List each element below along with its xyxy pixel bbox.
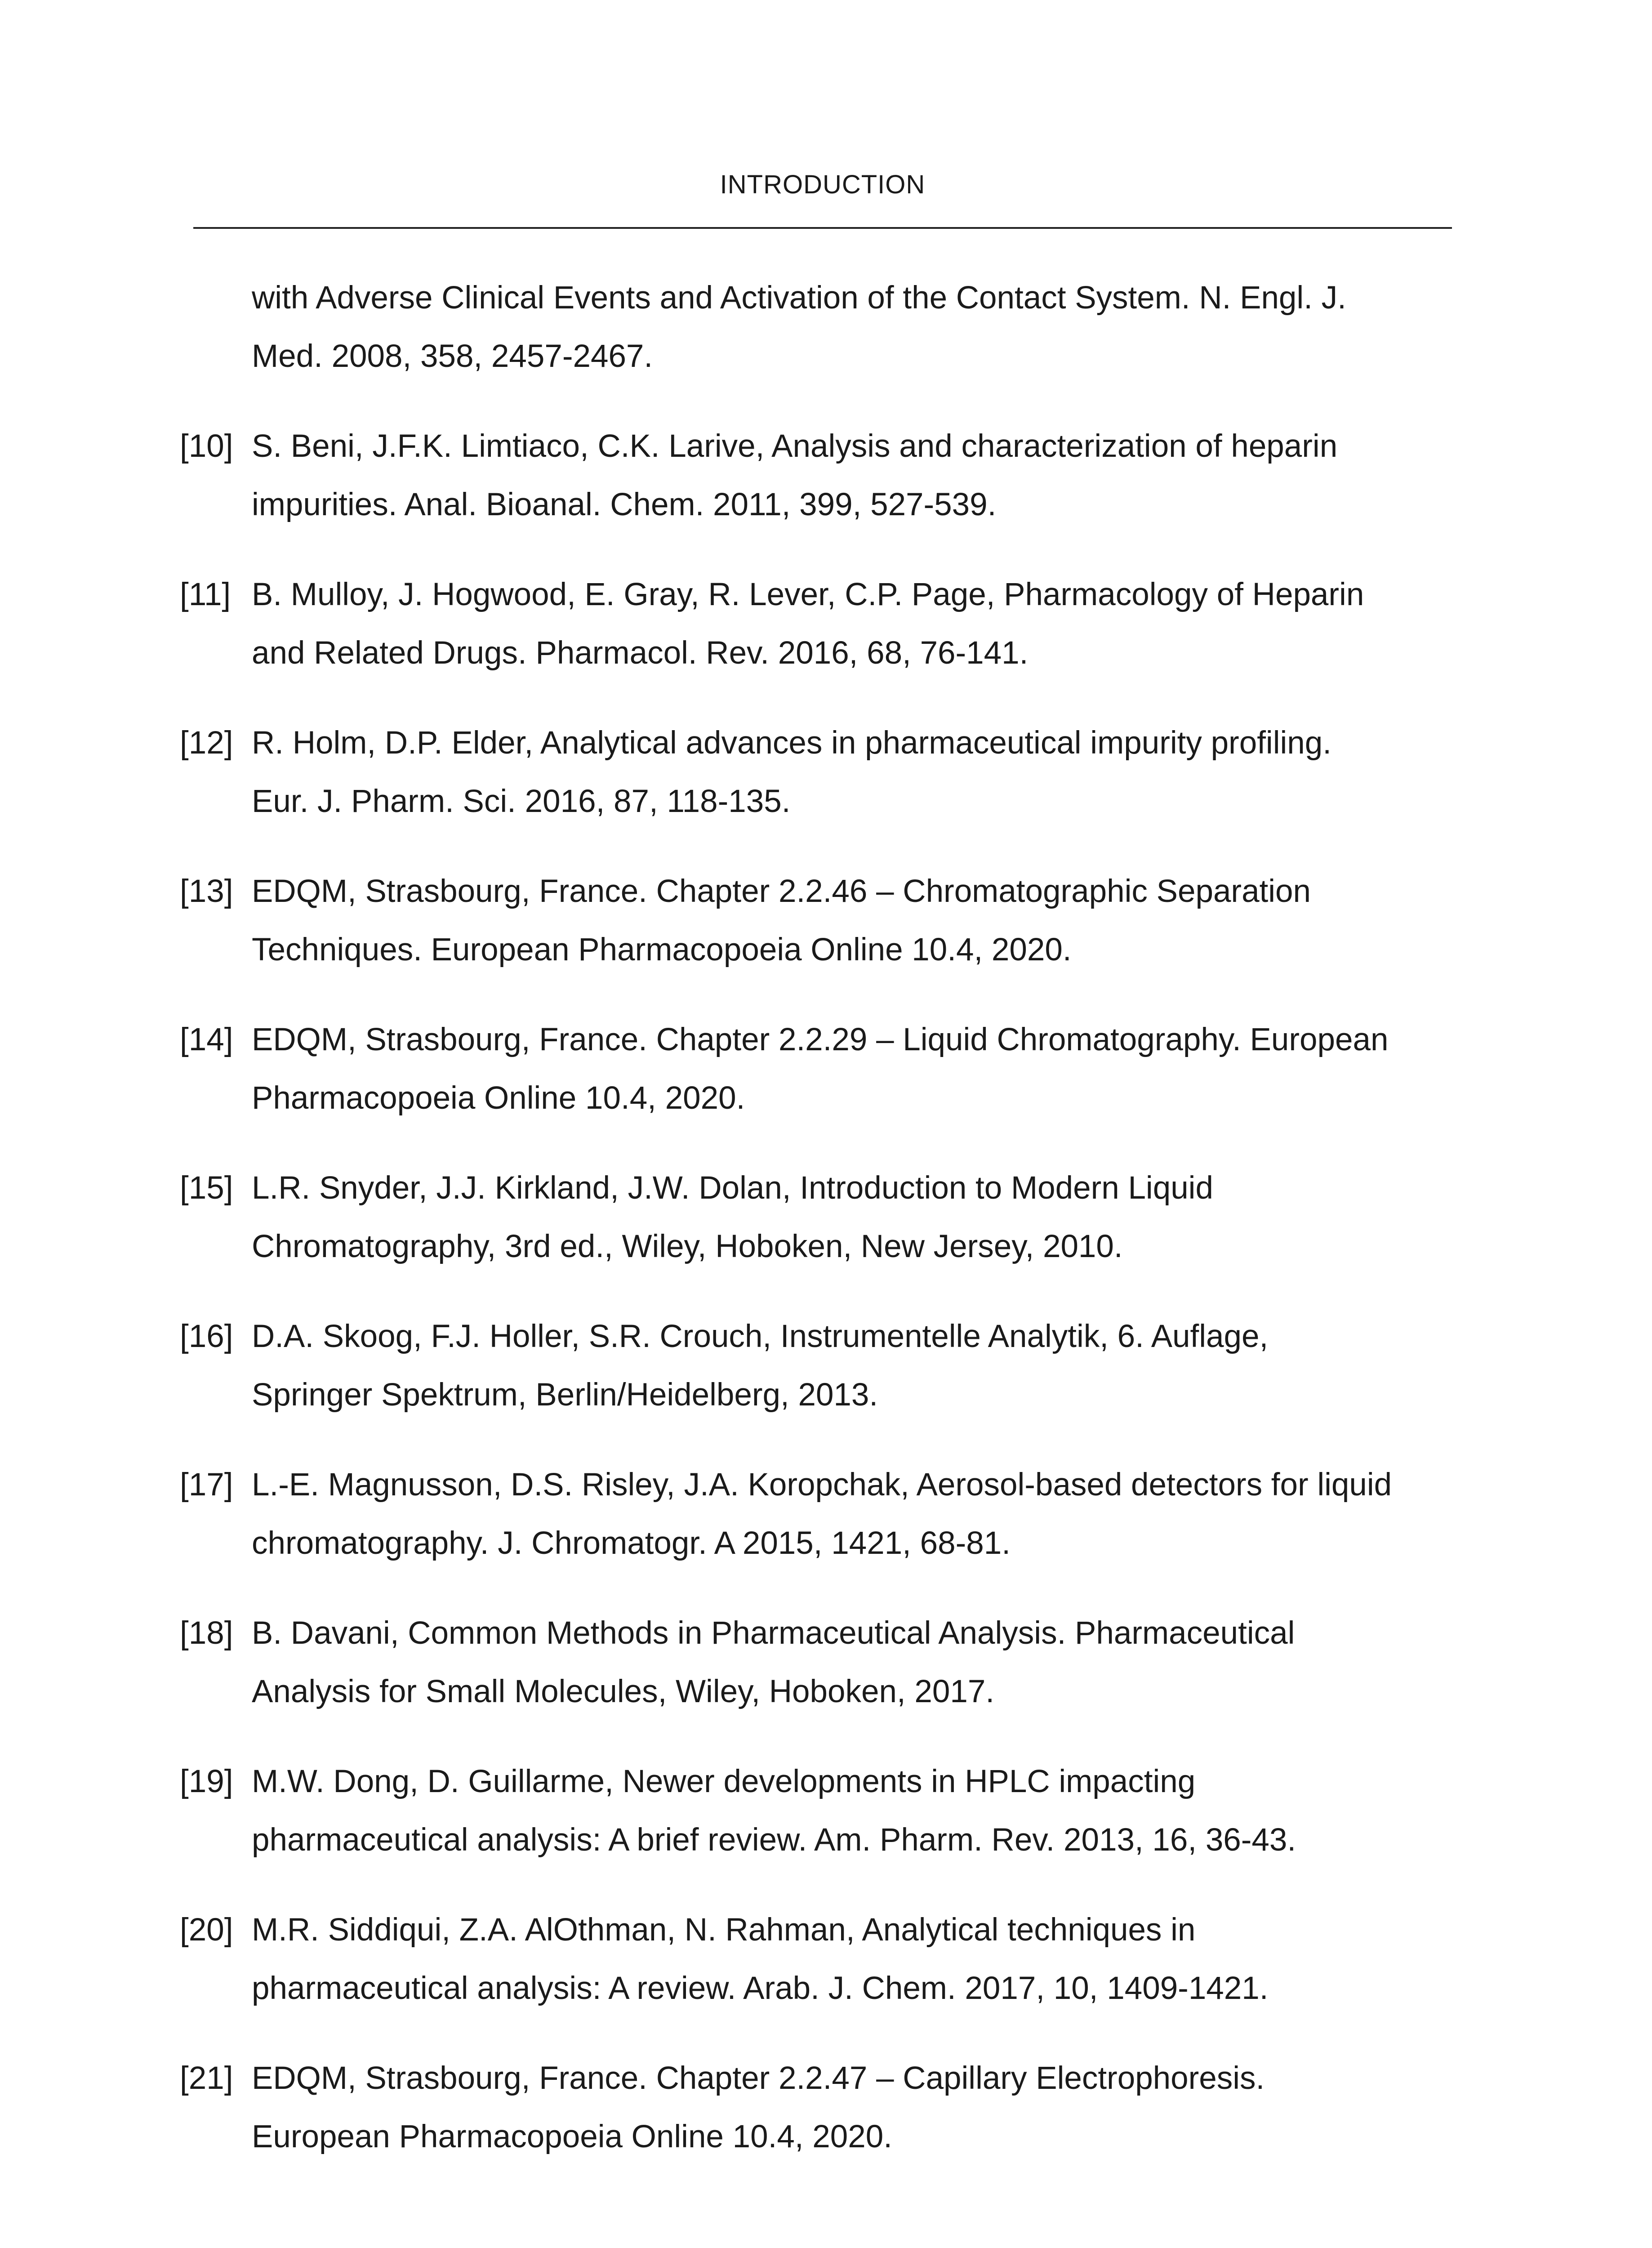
reference-number: [14]: [180, 1022, 233, 1057]
header-rule: [193, 227, 1452, 229]
reference-line: pharmaceutical analysis: A brief review. Am. Pharm. Rev. 2013, 16, 36-43.: [252, 1822, 1296, 1858]
reference-entry-15: [180, 1159, 1465, 1276]
reference-line: EDQM, Strasbourg, France. Chapter 2.2.46 – Chromatographic Separation: [252, 874, 1311, 909]
reference-number: [13]: [180, 874, 233, 909]
reference-number: [15]: [180, 1170, 233, 1206]
reference-line: European Pharmacopoeia Online 10.4, 2020.: [252, 2119, 892, 2154]
reference-number: [12]: [180, 725, 233, 761]
reference-entry-20: [180, 1901, 1465, 2018]
reference-number: [10]: [180, 428, 233, 464]
reference-line: Pharmacopoeia Online 10.4, 2020.: [252, 1080, 745, 1116]
reference-number: [20]: [180, 1912, 233, 1948]
running-header: INTRODUCTION: [720, 170, 926, 199]
reference-line: pharmaceutical analysis: A review. Arab. J. Chem. 2017, 10, 1409-1421.: [252, 1971, 1269, 2006]
reference-line: EDQM, Strasbourg, France. Chapter 2.2.29 – Liquid Chromatography. European: [252, 1022, 1389, 1057]
reference-entry-10: [180, 417, 1465, 534]
reference-number: [18]: [180, 1615, 233, 1651]
reference-line: and Related Drugs. Pharmacol. Rev. 2016, 68, 76-141.: [252, 635, 1029, 671]
reference-entry-21: [180, 2049, 1465, 2166]
reference-number: [17]: [180, 1467, 233, 1503]
reference-line: S. Beni, J.F.K. Limtiaco, C.K. Larive, Analysis and characterization of heparin: [252, 428, 1338, 464]
reference-line: with Adverse Clinical Events and Activation of the Contact System. N. Engl. J.: [252, 280, 1346, 316]
reference-entry-17: [180, 1456, 1465, 1573]
reference-entry-continued: [180, 269, 1465, 386]
reference-entry-16: [180, 1307, 1465, 1424]
reference-line: B. Davani, Common Methods in Pharmaceutical Analysis. Pharmaceutical: [252, 1615, 1295, 1651]
reference-number: [11]: [180, 577, 231, 612]
reference-entry-11: [180, 566, 1465, 682]
reference-line: L.-E. Magnusson, D.S. Risley, J.A. Koropchak, Aerosol-based detectors for liquid: [252, 1467, 1392, 1503]
reference-entry-18: [180, 1604, 1465, 1721]
reference-line: Springer Spektrum, Berlin/Heidelberg, 2013.: [252, 1377, 878, 1413]
reference-line: Med. 2008, 358, 2457-2467.: [252, 339, 653, 374]
reference-line: M.R. Siddiqui, Z.A. AlOthman, N. Rahman, Analytical techniques in: [252, 1912, 1196, 1948]
reference-list: [180, 269, 1465, 2198]
reference-entry-13: [180, 862, 1465, 979]
reference-number: [16]: [180, 1319, 233, 1354]
reference-line: EDQM, Strasbourg, France. Chapter 2.2.47 – Capillary Electrophoresis.: [252, 2061, 1265, 2096]
reference-line: Eur. J. Pharm. Sci. 2016, 87, 118-135.: [252, 784, 791, 819]
reference-line: B. Mulloy, J. Hogwood, E. Gray, R. Lever, C.P. Page, Pharmacology of Heparin: [252, 577, 1364, 612]
reference-line: chromatography. J. Chromatogr. A 2015, 1421, 68-81.: [252, 1525, 1011, 1561]
reference-line: Analysis for Small Molecules, Wiley, Hoboken, 2017.: [252, 1674, 995, 1709]
reference-entry-12: [180, 714, 1465, 831]
reference-entry-19: [180, 1753, 1465, 1869]
reference-line: L.R. Snyder, J.J. Kirkland, J.W. Dolan, Introduction to Modern Liquid: [252, 1170, 1213, 1206]
reference-number: [21]: [180, 2061, 233, 2096]
reference-line: Chromatography, 3rd ed., Wiley, Hoboken, New Jersey, 2010.: [252, 1229, 1123, 1264]
reference-entry-14: [180, 1011, 1465, 1128]
reference-number: [19]: [180, 1764, 233, 1799]
reference-line: Techniques. European Pharmacopoeia Online 10.4, 2020.: [252, 932, 1072, 968]
reference-line: M.W. Dong, D. Guillarme, Newer developments in HPLC impacting: [252, 1764, 1196, 1799]
reference-line: R. Holm, D.P. Elder, Analytical advances in pharmaceutical impurity profiling.: [252, 725, 1331, 761]
reference-line: impurities. Anal. Bioanal. Chem. 2011, 399, 527-539.: [252, 487, 997, 522]
reference-line: D.A. Skoog, F.J. Holler, S.R. Crouch, Instrumentelle Analytik, 6. Auflage,: [252, 1319, 1269, 1354]
